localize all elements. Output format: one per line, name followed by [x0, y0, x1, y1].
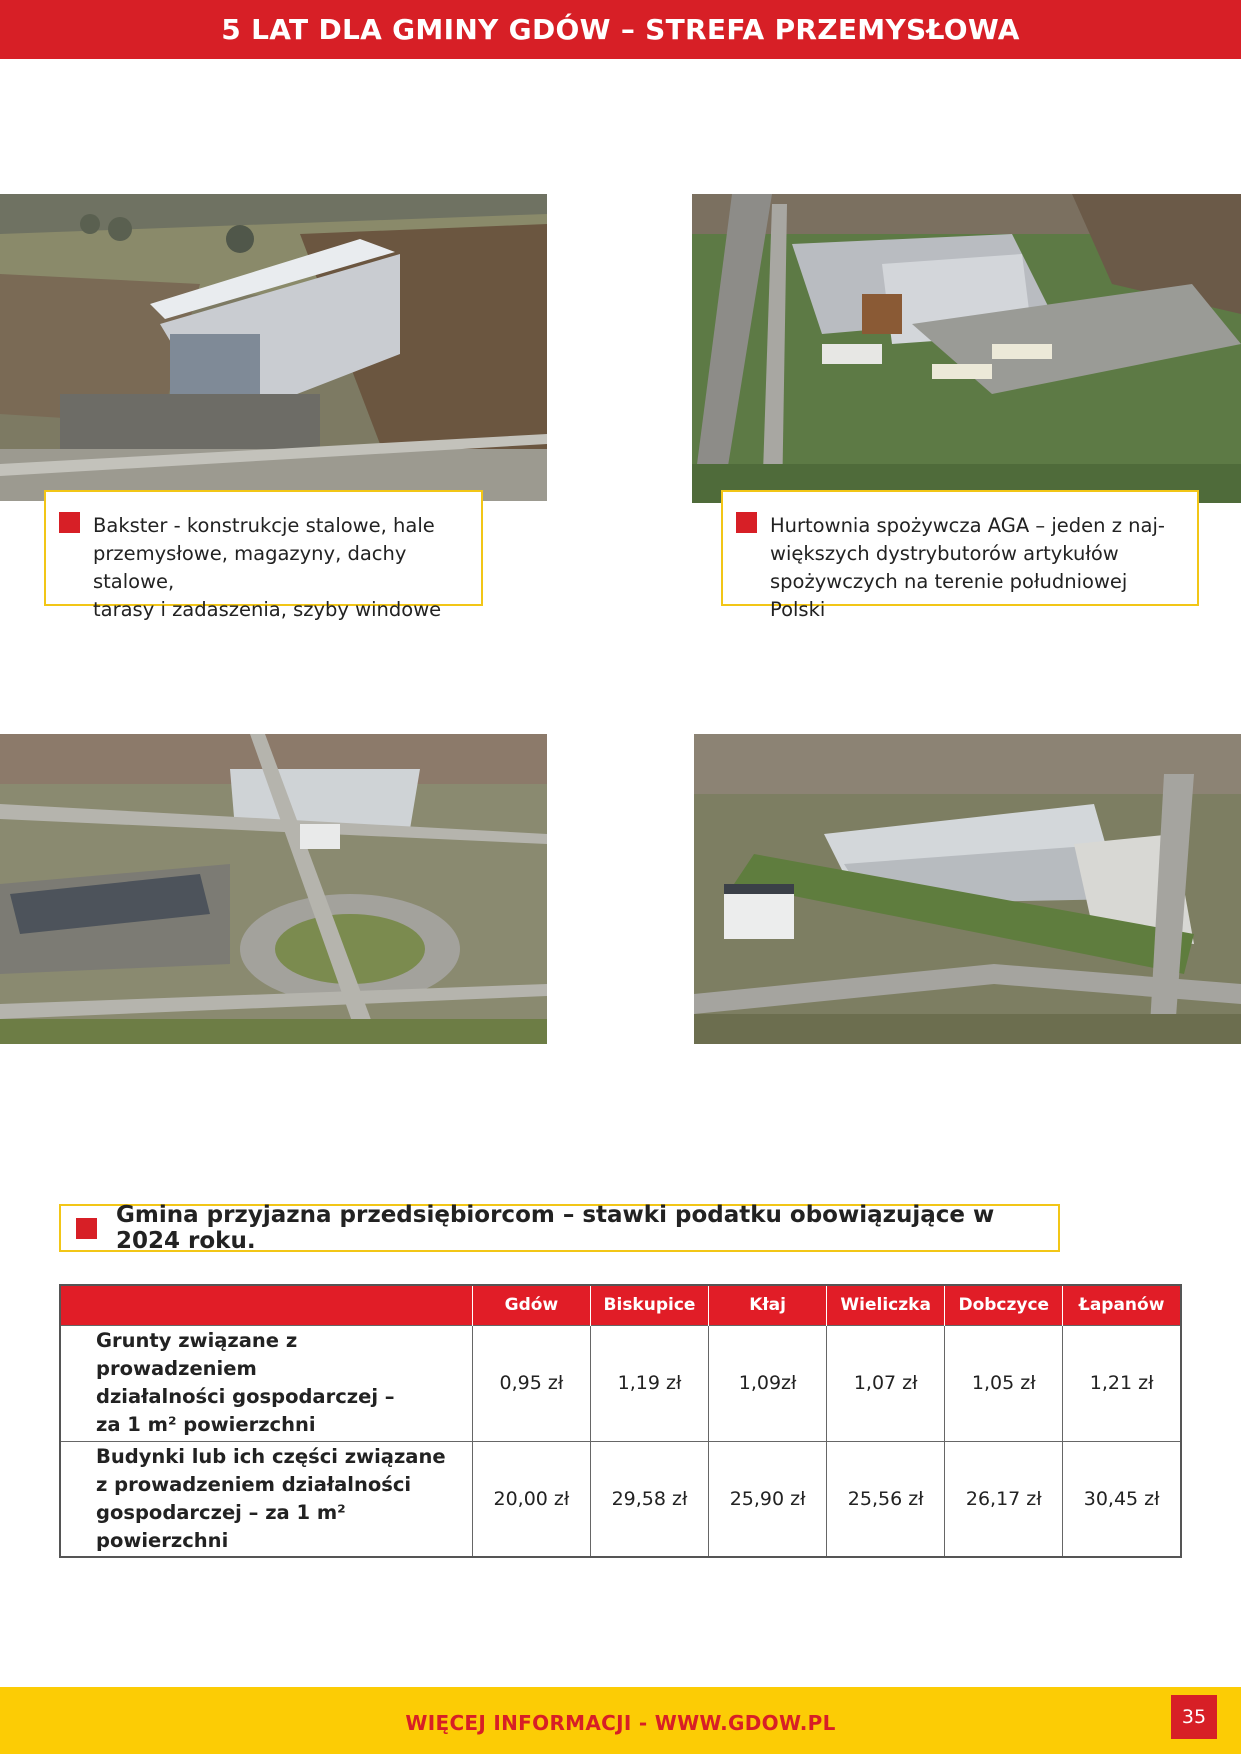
- table-cell: 26,17 zł: [945, 1441, 1063, 1557]
- tax-heading: [59, 1204, 1060, 1252]
- row-label-line: działalności gospodarczej –: [96, 1385, 395, 1408]
- tax-heading-text: Gmina przyjazna przedsiębiorcom – stawki podatku obowiązujące w 2024 roku.: [116, 1202, 995, 1254]
- table-header-blank: [60, 1285, 472, 1325]
- caption-aga: [721, 490, 1199, 621]
- aerial-photo-bakster-hall: [0, 194, 547, 501]
- caption-line: przemysłowe, magazyny, dachy stalowe,: [93, 542, 407, 593]
- bullet-square-icon: [736, 512, 757, 533]
- page-title: 5 LAT DLA GMINY GDÓW – STREFA PRZEMYSŁOWA: [221, 13, 1020, 46]
- page-footer: [0, 1687, 1241, 1754]
- aerial-photo-roundabout: [0, 734, 547, 1044]
- caption-line: tarasy i zadaszenia, szyby windowe: [93, 598, 442, 621]
- table-cell: 0,95 zł: [472, 1325, 590, 1441]
- column-header: Biskupice: [590, 1285, 708, 1325]
- caption-bakster: [44, 490, 483, 621]
- table-row: [60, 1441, 1181, 1557]
- caption-line: Hurtownia spożywcza AGA – jeden z naj-: [770, 514, 1165, 537]
- caption-line: większych dystrybutorów artykułów: [770, 542, 1119, 565]
- bullet-square-icon: [59, 512, 80, 533]
- column-header: Dobczyce: [945, 1285, 1063, 1325]
- row-label-line: Grunty związane z prowadzeniem: [96, 1329, 298, 1380]
- row-label-line: Budynki lub ich części związane: [96, 1444, 446, 1468]
- row-label: [60, 1325, 472, 1441]
- page-number: 35: [1171, 1695, 1217, 1739]
- table-cell: 1,05 zł: [945, 1325, 1063, 1441]
- caption-line: Bakster - konstrukcje stalowe, hale: [93, 514, 435, 537]
- column-header: Łapanów: [1063, 1285, 1181, 1325]
- column-header: Kłaj: [709, 1285, 827, 1325]
- table-cell: 1,19 zł: [590, 1325, 708, 1441]
- tax-rates-table: [59, 1284, 1182, 1558]
- table-cell: 1,09zł: [709, 1325, 827, 1441]
- aerial-photo-industrial-hall: [694, 734, 1241, 1044]
- table-cell: 1,07 zł: [827, 1325, 945, 1441]
- bullet-square-icon: [76, 1218, 97, 1239]
- aerial-photo-aga-warehouse: [692, 194, 1241, 503]
- row-label-line: z prowadzeniem działalności: [96, 1472, 412, 1496]
- row-label: [60, 1441, 472, 1557]
- footer-link[interactable]: WIĘCEJ INFORMACJI - WWW.GDOW.PL: [405, 1710, 836, 1735]
- page-header: [0, 0, 1241, 59]
- row-label-line: za 1 m² powierzchni: [96, 1413, 316, 1436]
- table-cell: 1,21 zł: [1063, 1325, 1181, 1441]
- caption-line: spożywczych na terenie południowej Polski: [770, 570, 1128, 621]
- table-cell: 30,45 zł: [1063, 1441, 1181, 1557]
- table-row: [60, 1325, 1181, 1441]
- table-cell: 25,56 zł: [827, 1441, 945, 1557]
- table-cell: 20,00 zł: [472, 1441, 590, 1557]
- table-cell: 29,58 zł: [590, 1441, 708, 1557]
- row-label-line: gospodarczej – za 1 m² powierzchni: [96, 1500, 346, 1552]
- table-header-row: [60, 1285, 1181, 1325]
- table-cell: 25,90 zł: [709, 1441, 827, 1557]
- column-header: Wieliczka: [827, 1285, 945, 1325]
- column-header: Gdów: [472, 1285, 590, 1325]
